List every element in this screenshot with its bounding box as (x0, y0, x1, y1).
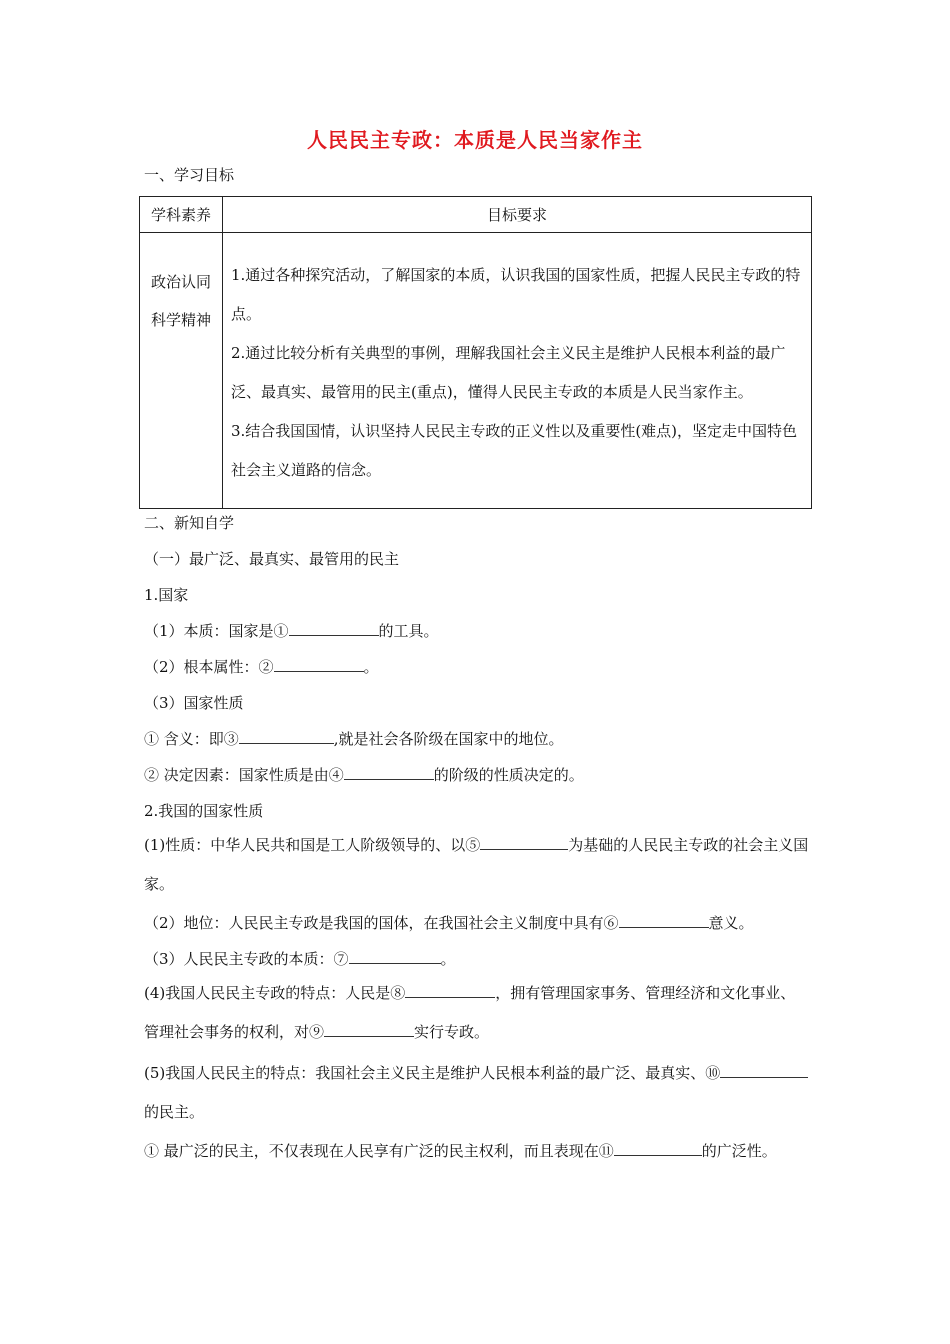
question-line: （2）根本属性：② 。 (144, 658, 379, 676)
answer-blank[interactable] (619, 913, 709, 928)
question-line: （3）人民民主专政的本质：⑦ 。 (144, 950, 456, 968)
section-heading-goals: 一、学习目标 (144, 166, 235, 184)
literacy-item: 政治认同 (150, 273, 211, 291)
answer-blank[interactable] (720, 1063, 808, 1078)
answer-blank[interactable] (324, 1022, 414, 1037)
question-line: ② 决定因素：国家性质是由④ 的阶级的性质决定的。 (144, 766, 584, 784)
item-heading: 1.国家 (144, 586, 189, 604)
question-line: ① 含义：即③ ,就是社会各阶级在国家中的地位。 (144, 730, 564, 748)
answer-blank[interactable] (614, 1141, 702, 1156)
item-subheading: （3）国家性质 (144, 694, 244, 712)
subsection-heading: （一）最广泛、最真实、最管用的民主 (144, 550, 400, 568)
answer-blank[interactable] (405, 983, 495, 998)
question-line: （2）地位：人民民主专政是我国的国体，在我国社会主义制度中具有⑥ 意义。 (144, 914, 754, 932)
goal-item: 2.通过比较分析有关典型的事例，理解我国社会主义民主是维护人民根本利益的最广泛、最真实、最管用的民主(重点)，懂得人民民主专政的本质是人民当家作主。 (231, 343, 786, 401)
answer-blank[interactable] (344, 765, 434, 780)
table-body-row (140, 233, 812, 509)
answer-blank[interactable] (239, 729, 334, 744)
literacy-cell (140, 233, 223, 509)
answer-blank[interactable] (289, 621, 379, 636)
section-heading-selfstudy: 二、新知自学 (144, 514, 235, 532)
literacy-item: 科学精神 (150, 311, 211, 329)
header-requirements: 目标要求 (223, 197, 812, 233)
answer-blank[interactable] (274, 657, 364, 672)
question-paragraph: ① 最广泛的民主，不仅表现在人民享有广泛的民主权利，而且表现在⑪ 的广泛性。 (144, 1142, 777, 1160)
question-paragraph: (1)性质：中华人民共和国是工人阶级领导的、以⑤ 为基础的人民民主专政的社会主义国家。 (144, 836, 809, 893)
header-literacy: 学科素养 (140, 197, 223, 233)
answer-blank[interactable] (480, 835, 568, 850)
question-line: （1）本质：国家是① 的工具。 (144, 622, 439, 640)
learning-goals-table (139, 196, 812, 509)
goal-item: 1.通过各种探究活动，了解国家的本质，认识我国的国家性质，把握人民民主专政的特点。 (231, 265, 801, 323)
requirements-cell (223, 233, 812, 509)
goal-item: 3.结合我国国情，认识坚持人民民主专政的正义性以及重要性(难点)，坚定走中国特色社会主义道路的信念。 (231, 421, 798, 479)
question-paragraph: (5)我国人民民主的特点：我国社会主义民主是维护人民根本利益的最广泛、最真实、⑩的民主。 (144, 1054, 810, 1132)
table-header-row (140, 197, 812, 233)
answer-blank[interactable] (349, 949, 441, 964)
item-heading: 2.我国的国家性质 (144, 802, 264, 820)
page-title: 人民民主专政：本质是人民当家作主 (307, 128, 643, 152)
question-paragraph: (4)我国人民民主专政的特点：人民是⑧ ，拥有管理国家事务、管理经济和文化事业、管理社会事务的权利，对⑨ 实行专政。 (144, 984, 796, 1041)
